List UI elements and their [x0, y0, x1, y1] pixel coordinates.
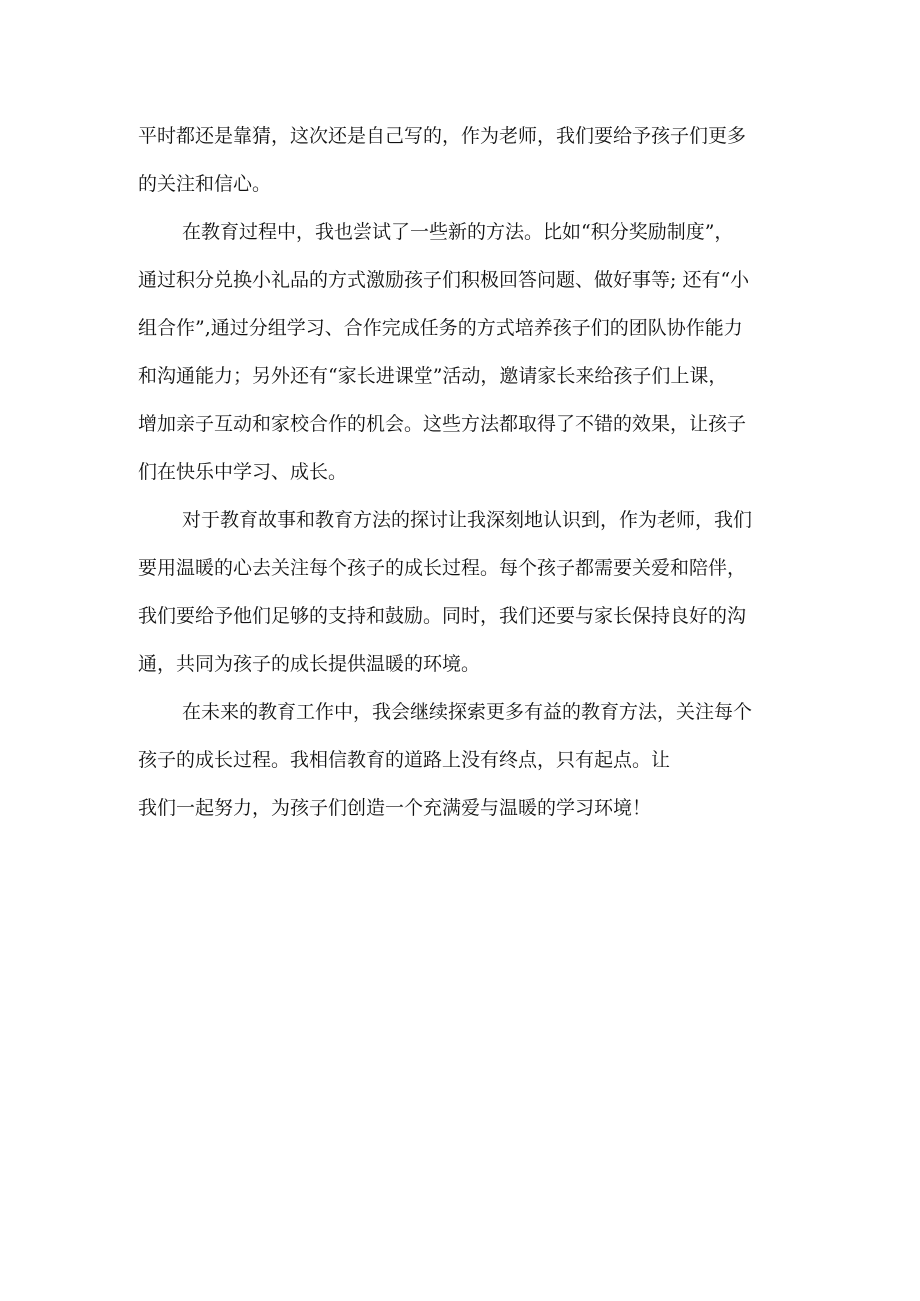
paragraph-1 [138, 112, 788, 208]
paragraph-line: 的关注和信心。 [138, 173, 272, 195]
paragraph-line: 孩子的成长过程。我相信教育的道路上没有终点，只有起点。让 [138, 749, 671, 771]
paragraph-line: 们在快乐中学习、成长。 [138, 461, 348, 483]
paragraph-line: 通，共同为孩子的成长提供温暖的环境。 [138, 653, 481, 675]
paragraph-2 [138, 208, 788, 496]
paragraph-line: 要用温暖的心去关注每个孩子的成长过程。每个孩子都需要关爱和陪伴， [138, 557, 747, 579]
paragraph-4 [138, 688, 788, 832]
paragraph-line: 通过积分兑换小礼品的方式激励孩子们积极回答问题、做好事等; 还有“小 [138, 269, 750, 291]
paragraph-line: 平时都还是靠猜，这次还是自己写的，作为老师，我们要给予孩子们更多 [138, 125, 747, 147]
paragraph-line: 我们要给予他们足够的支持和鼓励。同时，我们还要与家长保持良好的沟 [138, 605, 747, 627]
paragraph-line: 在教育过程中，我也尝试了一些新的方法。比如“积分奖励制度”， [182, 221, 734, 243]
paragraph-3 [138, 496, 788, 688]
paragraph-line: 组合作”,通过分组学习、合作完成任务的方式培养孩子们的团队协作能力 [138, 317, 743, 339]
paragraph-line: 对于教育故事和教育方法的探讨让我深刻地认识到，作为老师，我们 [182, 509, 753, 531]
paragraph-line: 我们一起努力，为孩子们创造一个充满爱与温暖的学习环境！ [138, 797, 652, 819]
paragraph-line: 增加亲子互动和家校合作的机会。这些方法都取得了不错的效果，让孩子 [138, 413, 747, 435]
paragraph-line: 在未来的教育工作中，我会继续探索更多有益的教育方法，关注每个 [182, 701, 753, 723]
paragraph-line: 和沟通能力；另外还有“家长进课堂”活动，邀请家长来给孩子们上课， [138, 365, 728, 387]
document-body [138, 112, 788, 832]
